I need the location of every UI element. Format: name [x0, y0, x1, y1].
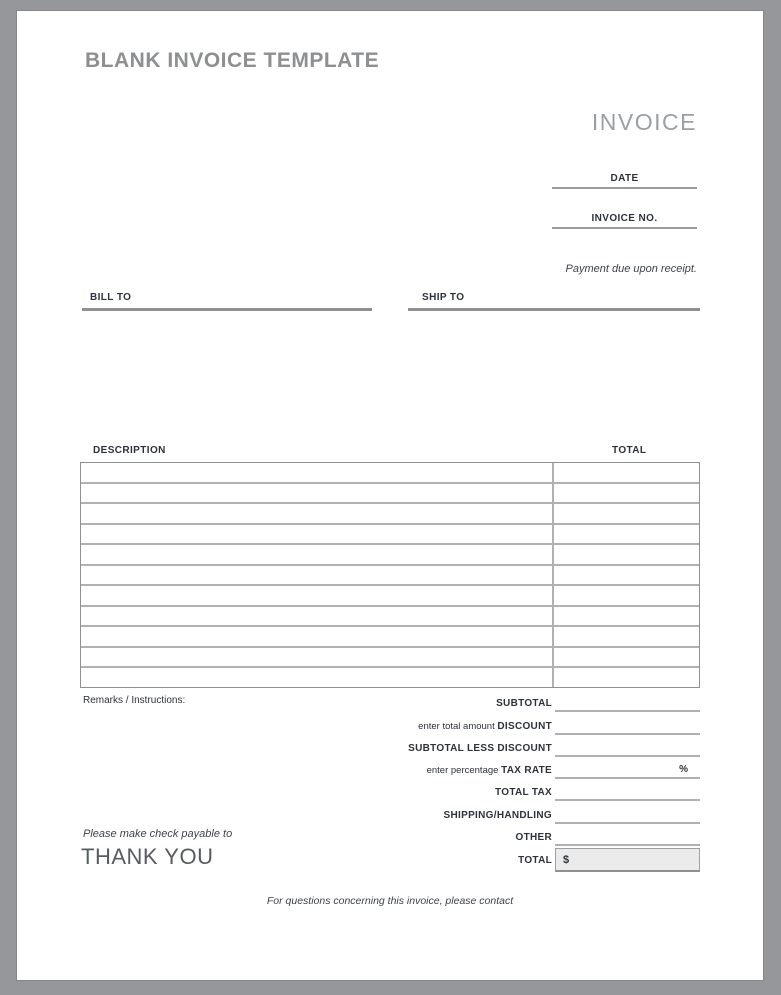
- table-row[interactable]: [81, 607, 699, 628]
- totals-amount-field[interactable]: [555, 739, 700, 757]
- item-description-cell[interactable]: [81, 504, 552, 523]
- totals-label: SUBTOTAL LESS DISCOUNT: [408, 742, 552, 754]
- grand-total-field[interactable]: [555, 848, 700, 872]
- item-total-cell[interactable]: [552, 566, 699, 585]
- bill-to-field[interactable]: [82, 308, 372, 311]
- totals-amount-field[interactable]: [555, 694, 700, 712]
- item-description-cell[interactable]: [81, 627, 552, 646]
- item-description-cell[interactable]: [81, 607, 552, 626]
- item-total-cell[interactable]: [552, 627, 699, 646]
- totals-label: OTHER: [515, 832, 552, 844]
- item-total-cell[interactable]: [552, 463, 699, 482]
- currency-symbol: $: [563, 853, 570, 866]
- item-total-cell[interactable]: [552, 525, 699, 544]
- totals-row: [307, 824, 700, 846]
- totals-label: TOTAL TAX: [495, 787, 552, 799]
- grand-total-row: [307, 847, 700, 873]
- totals-section: [307, 690, 700, 873]
- totals-amount-field[interactable]: [555, 761, 700, 779]
- date-field[interactable]: [552, 168, 697, 189]
- totals-label-group: [307, 832, 552, 846]
- table-row[interactable]: [81, 627, 699, 648]
- item-description-cell[interactable]: [81, 566, 552, 585]
- item-description-cell[interactable]: [81, 463, 552, 482]
- totals-row: [307, 801, 700, 823]
- item-total-cell[interactable]: [552, 607, 699, 626]
- contact-footer-note: For questions concerning this invoice, please contact: [266, 895, 514, 907]
- totals-amount-field[interactable]: [555, 806, 700, 824]
- check-payable-note: Please make check payable to: [83, 828, 233, 840]
- table-row[interactable]: [81, 525, 699, 546]
- items-table: [80, 462, 700, 688]
- bill-to-label: BILL TO: [90, 292, 132, 303]
- item-description-cell[interactable]: [81, 648, 552, 667]
- totals-hint: enter percentage: [426, 765, 502, 777]
- totals-hint: enter total amount: [418, 720, 498, 732]
- page-title: BLANK INVOICE TEMPLATE: [85, 49, 380, 72]
- invoice-heading: INVOICE: [591, 109, 697, 135]
- grand-total-label: TOTAL: [518, 854, 552, 866]
- totals-label: SHIPPING/HANDLING: [443, 809, 552, 821]
- totals-amount-field[interactable]: [555, 828, 700, 846]
- table-row[interactable]: [81, 668, 699, 687]
- table-row[interactable]: [81, 545, 699, 566]
- totals-row: [307, 712, 700, 734]
- item-description-cell[interactable]: [81, 586, 552, 605]
- item-total-cell[interactable]: [552, 586, 699, 605]
- totals-amount-field[interactable]: [555, 717, 700, 735]
- total-column-header: TOTAL: [612, 445, 647, 456]
- item-description-cell[interactable]: [81, 484, 552, 503]
- item-total-cell[interactable]: [552, 484, 699, 503]
- totals-label-group: [307, 743, 552, 757]
- item-description-cell[interactable]: [81, 545, 552, 564]
- invoice-no-field[interactable]: [552, 208, 697, 229]
- invoice-no-label: INVOICE NO.: [591, 213, 658, 224]
- totals-label-group: [307, 787, 552, 801]
- table-row[interactable]: [81, 504, 699, 525]
- table-row[interactable]: [81, 484, 699, 505]
- item-total-cell[interactable]: [552, 648, 699, 667]
- table-row[interactable]: [81, 566, 699, 587]
- totals-row: [307, 757, 700, 779]
- description-column-header: DESCRIPTION: [93, 445, 166, 456]
- totals-amount-field[interactable]: [555, 783, 700, 801]
- date-label: DATE: [610, 173, 639, 184]
- ship-to-label: SHIP TO: [422, 292, 465, 303]
- item-description-cell[interactable]: [81, 668, 552, 687]
- item-description-cell[interactable]: [81, 525, 552, 544]
- remarks-label: Remarks / Instructions:: [83, 695, 186, 706]
- totals-label: TAX RATE: [501, 765, 552, 777]
- table-row[interactable]: [81, 586, 699, 607]
- table-row[interactable]: [81, 648, 699, 669]
- table-row[interactable]: [81, 463, 699, 484]
- totals-label: SUBTOTAL: [496, 698, 552, 710]
- totals-row: [307, 779, 700, 801]
- item-total-cell[interactable]: [552, 668, 699, 687]
- totals-label-group: [307, 721, 552, 735]
- ship-to-field[interactable]: [408, 308, 700, 311]
- item-total-cell[interactable]: [552, 504, 699, 523]
- payment-terms-note: Payment due upon receipt.: [565, 263, 697, 275]
- invoice-page: [17, 11, 763, 980]
- totals-label-group: [307, 765, 552, 779]
- totals-row: [307, 735, 700, 757]
- totals-row: [307, 690, 700, 712]
- thank-you-text: THANK YOU: [81, 844, 214, 869]
- percent-sign: %: [679, 764, 688, 776]
- totals-label-group: [307, 810, 552, 824]
- totals-label-group: [307, 698, 552, 712]
- totals-label: DISCOUNT: [497, 720, 552, 732]
- item-total-cell[interactable]: [552, 545, 699, 564]
